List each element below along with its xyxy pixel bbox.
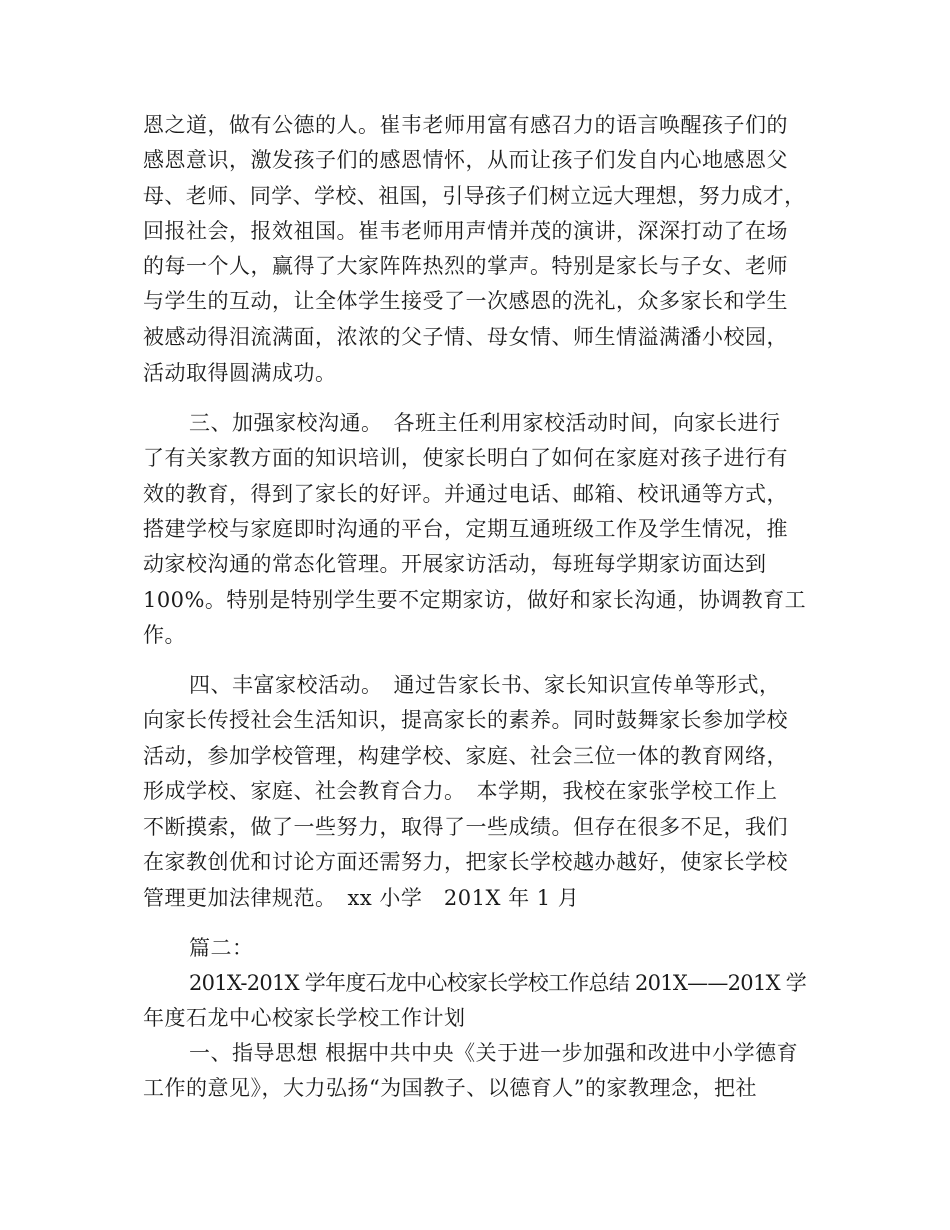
text-line: 在家教创优和讨论方面还需努力，把家长学校越办越好，使家长学校 (143, 850, 788, 874)
text-line: 作。 (143, 623, 186, 647)
part-heading: 篇二： (189, 936, 254, 960)
text-line: 形成学校、家庭、社会教育合力。 本学期，我校在家张学校工作上 (143, 779, 778, 803)
text-line: 活动取得圆满成功。 (143, 361, 337, 385)
text-line: 母、老师、同学、学校、祖国，引导孩子们树立远大理想，努力成才， (143, 184, 806, 208)
section-heading-line: 一、指导思想 根据中共中央《关于进一步加强和改进中小学德育 (189, 1041, 799, 1065)
text-line: 工作的意见》，大力弘扬“为国教子、以德育人”的家教理念，把社 (143, 1076, 757, 1100)
text-line: 搭建学校与家庭即时沟通的平台，定期互通班级工作及学生情况，推 (143, 517, 788, 541)
text-line: 与学生的互动，让全体学生接受了一次感恩的洗礼，众多家长和学生 (143, 289, 788, 313)
text-line: 201X-201X 学年度石龙中心校家长学校工作总结 201X——201X 学 (189, 971, 807, 995)
text-line: 的每一个人，赢得了大家阵阵热烈的掌声。特别是家长与子女、老师 (143, 254, 788, 278)
section-heading-line: 三、加强家校沟通。 各班主任利用家校活动时间，向家长进行 (189, 411, 781, 435)
text-line: 100%。特别是特别学生要不定期家访，做好和家长沟通，协调教育工 (143, 588, 807, 612)
text-line: 向家长传授社会生活知识，提高家长的素养。同时鼓舞家长参加学校 (143, 708, 788, 732)
text-line: 管理更加法律规范。 xx 小学 201X 年 1 月 (143, 886, 580, 910)
text-line: 活动，参加学校管理，构建学校、家庭、社会三位一体的教育网络， (143, 744, 788, 768)
text-line: 恩之道，做有公德的人。崔韦老师用富有感召力的语言唤醒孩子们的 (143, 113, 788, 137)
text-line: 被感动得泪流满面，浓浓的父子情、母女情、师生情溢满潘小校园， (143, 325, 788, 349)
text-line: 感恩意识，激发孩子们的感恩情怀，从而让孩子们发自内心地感恩父 (143, 148, 788, 172)
text-line: 不断摸索，做了一些努力，取得了一些成绩。但存在很多不足，我们 (143, 815, 788, 839)
text-line: 了有关家教方面的知识培训，使家长明白了如何在家庭对孩子进行有 (143, 446, 788, 470)
text-line: 效的教育，得到了家长的好评。并通过电话、邮箱、校讯通等方式， (143, 482, 788, 506)
text-line: 回报社会，报效祖国。崔韦老师用声情并茂的演讲，深深打动了在场 (143, 219, 788, 243)
text-line: 动家校沟通的常态化管理。开展家访活动，每班每学期家访面达到 (143, 552, 767, 576)
section-heading-line: 四、丰富家校活动。 通过告家长书、家长知识宣传单等形式， (189, 673, 781, 697)
text-line: 年度石龙中心校家长学校工作计划 (143, 1006, 466, 1030)
